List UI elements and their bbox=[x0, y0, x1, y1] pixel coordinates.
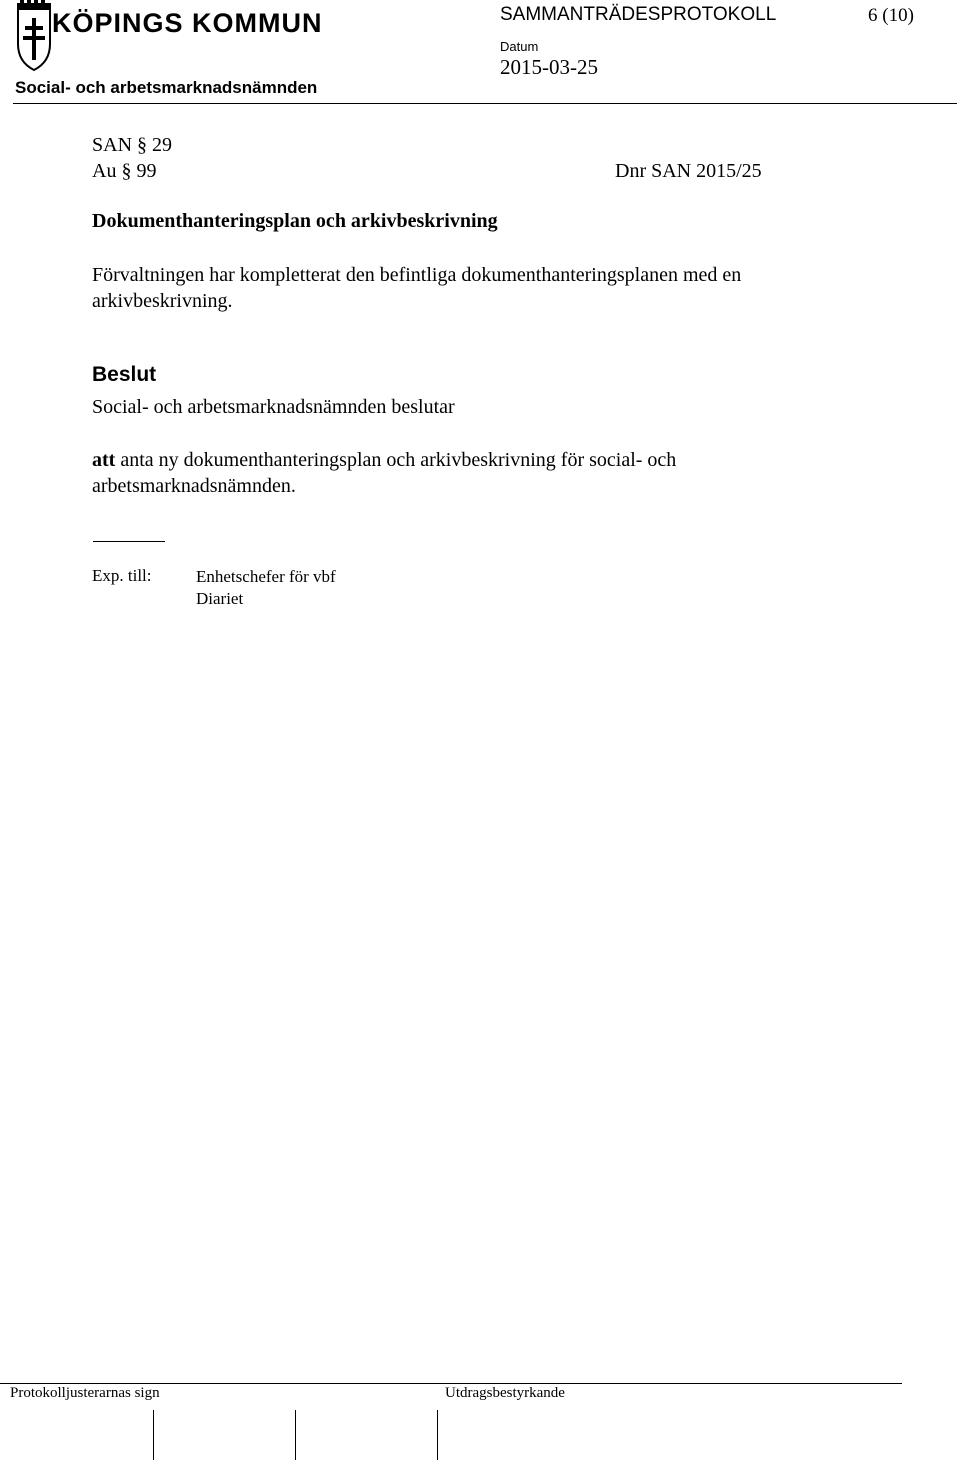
document-type: SAMMANTRÄDESPROTOKOLL bbox=[500, 4, 777, 25]
att-keyword: att bbox=[92, 449, 116, 471]
date-label: Datum bbox=[500, 39, 539, 54]
distribution-list bbox=[196, 566, 336, 610]
header-divider bbox=[13, 103, 957, 104]
au-number: Au § 99 bbox=[92, 160, 157, 182]
decision-clause: anta ny dokumenthanteringsplan och arkivbeskrivning för social- och arbetsmarknadsnämnden. bbox=[92, 449, 677, 497]
signature-label: Protokolljusterarnas sign bbox=[10, 1385, 160, 1401]
distribution-recipient: Diariet bbox=[196, 589, 244, 608]
committee-name: Social- och arbetsmarknadsnämnden bbox=[15, 78, 318, 97]
page-number: 6 (10) bbox=[868, 5, 914, 26]
footer-divider bbox=[0, 1383, 902, 1384]
date-value: 2015-03-25 bbox=[500, 55, 598, 79]
section-divider bbox=[93, 541, 165, 542]
signature-box-divider bbox=[437, 1410, 438, 1460]
item-title: Dokumenthanteringsplan och arkivbeskrivning bbox=[92, 210, 498, 232]
distribution-recipient: Enhetschefer för vbf bbox=[196, 567, 336, 586]
case-number: Dnr SAN 2015/25 bbox=[615, 160, 762, 182]
decision-heading: Beslut bbox=[92, 363, 157, 386]
paragraph-number: SAN § 29 bbox=[92, 134, 173, 156]
organization-name: KÖPINGS KOMMUN bbox=[52, 8, 323, 38]
item-body: Förvaltningen har kompletterat den befintliga dokumenthanteringsplanen med en arkivbeskrivning. bbox=[92, 264, 742, 312]
extract-certification-label: Utdragsbestyrkande bbox=[445, 1385, 565, 1401]
decision-intro: Social- och arbetsmarknadsnämnden beslutar bbox=[92, 396, 455, 418]
decision-text bbox=[92, 447, 812, 499]
distribution-label: Exp. till: bbox=[92, 566, 152, 585]
signature-box-divider bbox=[295, 1410, 296, 1460]
signature-box-divider bbox=[153, 1410, 154, 1460]
